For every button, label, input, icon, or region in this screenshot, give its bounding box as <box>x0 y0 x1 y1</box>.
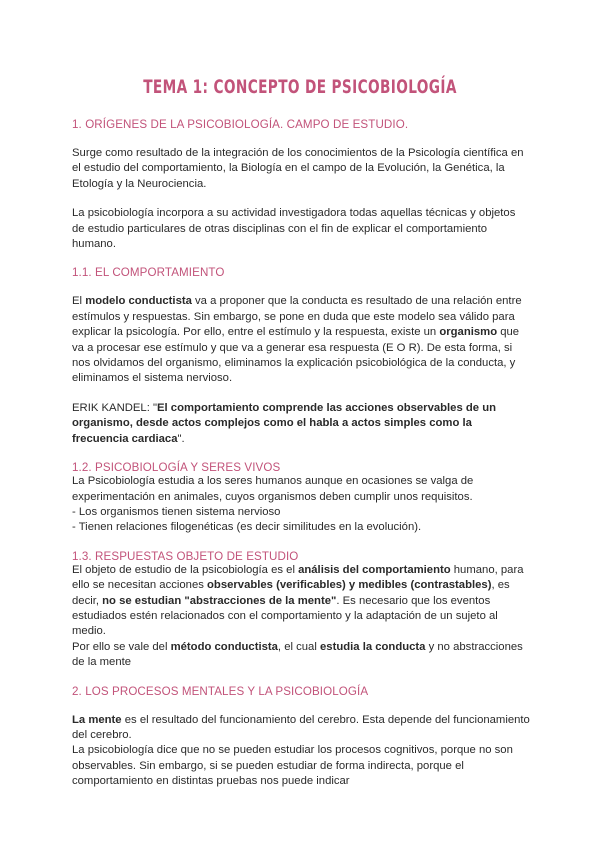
list-item: - Los organismos tienen sistema nervioso <box>72 505 281 518</box>
section-1-3-paragraph-2: Por ello se vale del método conductista, el cual estudia la conducta y no abstracciones de la mente <box>72 640 523 669</box>
section-1-paragraph-2: La psicobiología incorpora a su actividad investigadora todas aquellas técnicas y objetos de estudio particulares de otras disciplinas con el fin de explicar el comportamiento humano. <box>72 207 516 251</box>
page-title: TEMA 1: CONCEPTO DE PSICOBIOLOGÍA <box>143 76 457 98</box>
list-item: - Tienen relaciones filogenéticas (es decir similitudes en la evolución). <box>72 521 422 534</box>
section-1-heading: 1. ORÍGENES DE LA PSICOBIOLOGÍA. CAMPO DE ESTUDIO. <box>72 118 409 131</box>
section-1-2-heading: 1.2. PSICOBIOLOGÍA Y SERES VIVOS <box>72 461 281 475</box>
section-2-paragraph-1: La mente es el resultado del funcionamiento del cerebro. Esta depende del funcionamiento del cerebro. <box>72 713 530 741</box>
section-2-heading: 2. LOS PROCESOS MENTALES Y LA PSICOBIOLOGÍA <box>72 684 369 698</box>
section-1-3-paragraph-1: El objeto de estudio de la psicobiología es el análisis del comportamiento humano, para ello se necesitan acciones observables (verificables) y medibles (contrastables), es decir, no se estudian "abstracciones de la mente". Es necesario que los eventos estudiados estén relacionados con el comportamiento y la adaptación de un sujeto al medio. <box>72 563 524 638</box>
section-2-paragraph-2: La psicobiología dice que no se pueden estudiar los procesos cognitivos, porque no son observables. Sin embargo, si se pueden estudiar de forma indirecta, porque el comportamiento en distintas pruebas nos puede indicar <box>72 744 513 788</box>
section-1-1-heading: 1.1. EL COMPORTAMIENTO <box>72 266 225 280</box>
kandel-quote: ERIK KANDEL: "El comportamiento comprende las acciones observables de un organismo, desde actos complejos como el habla a actos simples como la frecuencia cardiaca". <box>72 401 497 445</box>
section-1-3-heading: 1.3. RESPUESTAS OBJETO DE ESTUDIO <box>72 549 299 563</box>
section-1-2-paragraph: La Psicobiología estudia a los seres humanos aunque en ocasiones se valga de experimentación en animales, cuyos organismos deben cumplir unos requisitos. <box>72 475 474 503</box>
section-1-paragraph-1: Surge como resultado de la integración de los conocimientos de la Psicología científica en el estudio del comportamiento, la Biología en el campo de la Evolución, la Genética, la Etología y la Neurociencia. <box>72 147 524 190</box>
document-body <box>72 118 530 790</box>
section-1-1-paragraph: El modelo conductista va a proponer que la conducta es resultado de una relación entre estímulos y respuestas. Sin embargo, se pone en duda que este modelo sea válido para explicar la psicología. Por ello, entre el estímulo y la respuesta, existe un organismo que va a procesar ese estímulo y que va a generar esa respuesta (E O R). De esta forma, si nos olvidamos del organismo, eliminamos la explicación psicobiológica de la conducta, y eliminamos el sistema nervioso. <box>72 295 522 385</box>
